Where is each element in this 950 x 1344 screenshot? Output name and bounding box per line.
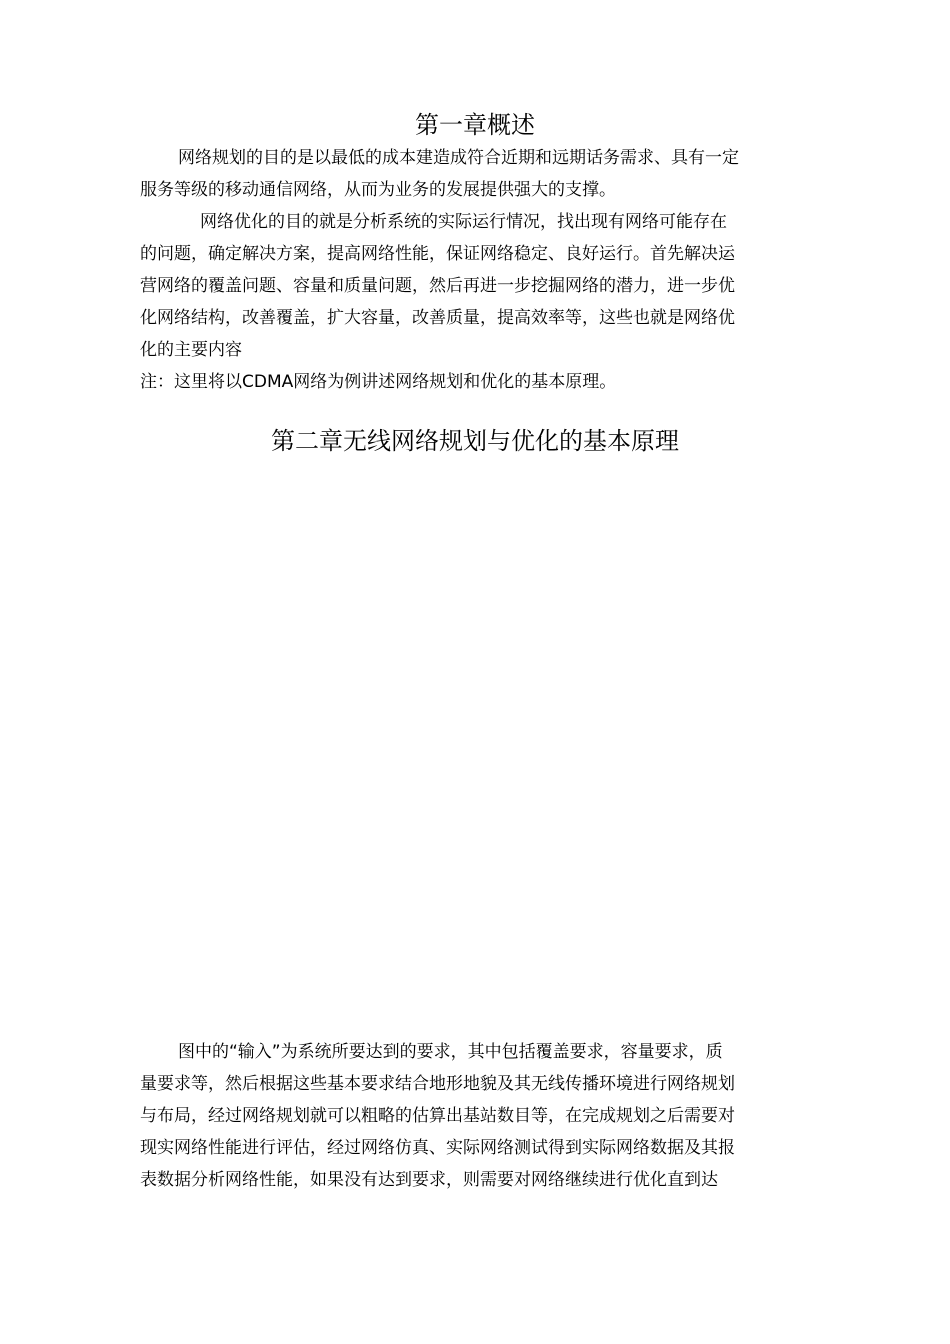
chapter2-para1-line2: 量要求等，然后根据这些基本要求结合地形地貌及其无线传播环境进行网络规划 xyxy=(140,1074,735,1094)
chapter2-title: 第二章无线网络规划与优化的基本原理 xyxy=(271,427,679,455)
chapter1-para2-line3: 营网络的覆盖问题、容量和质量问题，然后再进一步挖掘网络的潜力，进一步优 xyxy=(140,276,735,296)
chapter2-para1-line3: 与布局，经过网络规划就可以粗略的估算出基站数目等，在完成规划之后需要对 xyxy=(140,1106,735,1126)
chapter2-para1-line4: 现实网络性能进行评估，经过网络仿真、实际网络测试得到实际网络数据及其报 xyxy=(140,1138,735,1158)
chapter1-para2-line2: 的问题，确定解决方案，提高网络性能，保证网络稳定、良好运行。首先解决运 xyxy=(140,244,735,264)
blank-figure-area xyxy=(140,470,810,1030)
chapter1-note: 注：这里将以CDMA网络为例讲述网络规划和优化的基本原理。 xyxy=(140,372,617,392)
chapter2-para1-line5: 表数据分析网络性能，如果没有达到要求，则需要对网络继续进行优化直到达 xyxy=(140,1170,718,1190)
chapter1-title: 第一章概述 xyxy=(415,111,535,139)
chapter1-para1-line2: 服务等级的移动通信网络，从而为业务的发展提供强大的支撑。 xyxy=(140,180,616,200)
chapter1-para2-line4: 化网络结构，改善覆盖，扩大容量，改善质量，提高效率等，这些也就是网络优 xyxy=(140,308,735,328)
chapter1-para2-line1: 网络优化的目的就是分析系统的实际运行情况，找出现有网络可能存在 xyxy=(200,212,727,232)
chapter1-para2-line5: 化的主要内容 xyxy=(140,340,242,360)
chapter1-para1-line1: 网络规划的目的是以最低的成本建造成符合近期和远期话务需求、具有一定 xyxy=(178,148,739,168)
chapter2-para1-line1: 图中的“输入”为系统所要达到的要求，其中包括覆盖要求，容量要求，质 xyxy=(178,1042,723,1062)
